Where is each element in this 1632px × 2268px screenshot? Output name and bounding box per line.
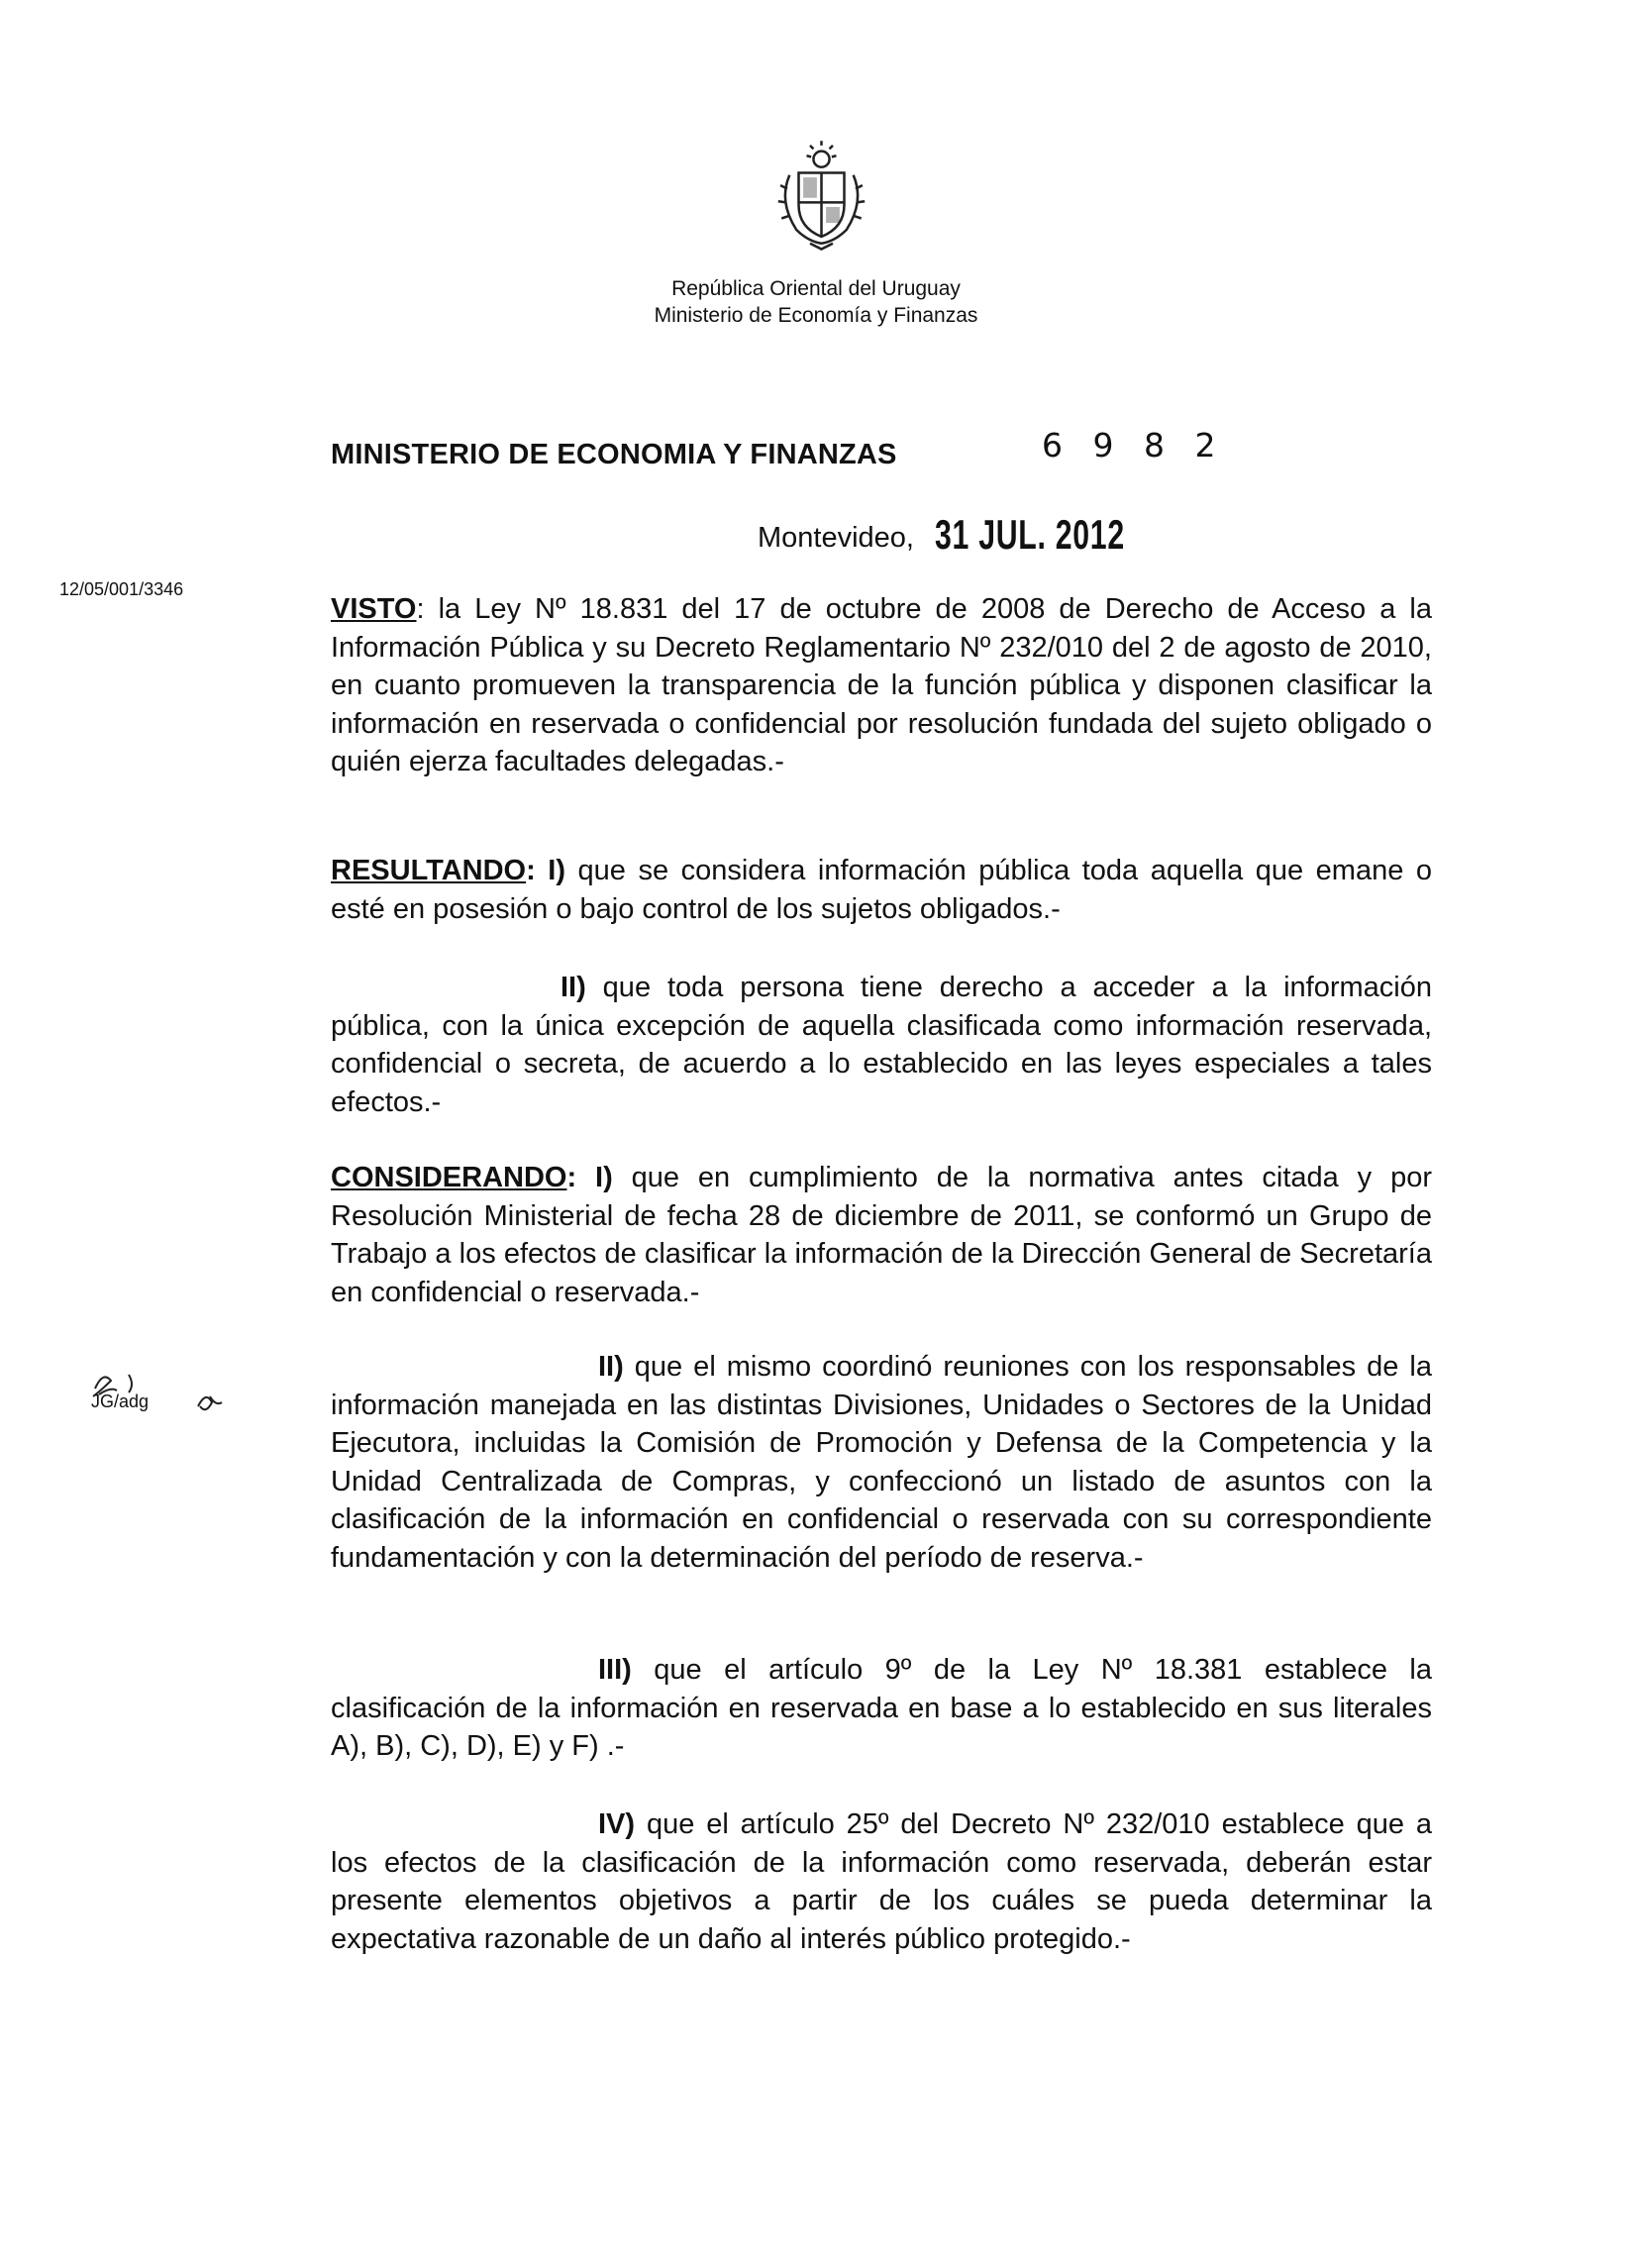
item-text: que el artículo 25º del Decreto Nº 232/010 establece que a los efectos de la clasificación de la información como reservada, deberán estar presente elementos objetivos a partir de los cuáles se pueda determinar la expectativa razonable de un daño al interés público protegido.- <box>331 1808 1432 1955</box>
resultando-label: RESULTANDO <box>331 855 527 886</box>
considerando-3 <box>331 1651 1432 1766</box>
file-reference: 12/05/001/3346 <box>59 579 184 599</box>
item-text: que se considera información pública toda aquella que emane o esté en posesión o bajo control de los sujetos obligados.- <box>331 855 1432 925</box>
item-number: II) <box>598 1351 624 1383</box>
considerando-2 <box>331 1348 1432 1577</box>
item-text: que el artículo 9º de la Ley Nº 18.381 establece la clasificación de la información en reservada en base a lo establecido en sus literales A), B), C), D), E) y F) .- <box>331 1654 1432 1762</box>
item-text: que el mismo coordinó reuniones con los responsables de la información manejada en las distintas Divisiones, Unidades o Sectores de la Unidad Ejecutora, incluidas la Comisión de Promoción y Defensa de la Competencia y la Unidad Centralizada de Compras, y confeccionó un listado de asuntos con la clasificación de la información en confidencial o reservada con su correspondiente fundamentación y con la determinación del período de reserva.- <box>331 1351 1432 1574</box>
item-number: IV) <box>598 1808 636 1840</box>
item-number: III) <box>598 1654 632 1686</box>
considerando-4 <box>331 1805 1432 1958</box>
item-text: que toda persona tiene derecho a acceder a la información pública, con la única excepción de aquella clasificada como información reservada, confidencial o secreta, de acuerdo a lo establecido en las leyes especiales a tales efectos.- <box>331 972 1432 1118</box>
item-number: I) <box>548 855 565 886</box>
header-country: República Oriental del Uruguay <box>671 277 961 300</box>
coat-of-arms-seal <box>765 139 878 253</box>
considerando-1: CONSIDERANDO: I) que en cumplimiento de la normativa antes citada y por Resolución Ministerial de fecha 28 de diciembre de 2011, se conformó un Grupo de Trabajo a los efectos de clasificar la información de la Dirección General de Secretaría en confidencial o reservada.- <box>331 1162 1432 1308</box>
resolution-number: 6 9 8 2 <box>1042 426 1226 464</box>
visto-text: : la Ley Nº 18.831 del 17 de octubre de 2008 de Derecho de Acceso a la Información Pública y su Decreto Reglamentario Nº 232/010 del 2 de agosto de 2010, en cuanto promueven la transparencia de la función pública y disponen clasificar la información en reservada o confidencial por resolución fundada del sujeto obligado o quién ejerza facultades delegadas.- <box>331 593 1432 777</box>
item-number: II) <box>561 972 586 1003</box>
initials-text: JG/adg <box>91 1392 150 1411</box>
resultando-1: RESULTANDO: I) que se considera información pública toda aquella que emane o esté en posesión o bajo control de los sujetos obligados.- <box>331 855 1432 925</box>
place: Montevideo, <box>758 522 914 554</box>
header-ministry: Ministerio de Economía y Finanzas <box>654 304 978 327</box>
ministry-title: MINISTERIO DE ECONOMIA Y FINANZAS <box>331 439 897 470</box>
considerando-label: CONSIDERANDO <box>331 1162 567 1193</box>
visto-label: VISTO <box>331 593 417 625</box>
item-text: que en cumplimiento de la normativa antes citada y por Resolución Ministerial de fecha 28 de diciembre de 2011, se conformó un Grupo de Trabajo a los efectos de clasificar la información de la Dirección General de Secretaría en confidencial o reservada.- <box>331 1162 1432 1308</box>
resultando-2 <box>331 969 1432 1121</box>
visto-paragraph <box>331 590 1432 781</box>
date-stamp: 31 JUL. 2012 <box>935 511 1125 558</box>
item-number: I) <box>595 1162 613 1193</box>
